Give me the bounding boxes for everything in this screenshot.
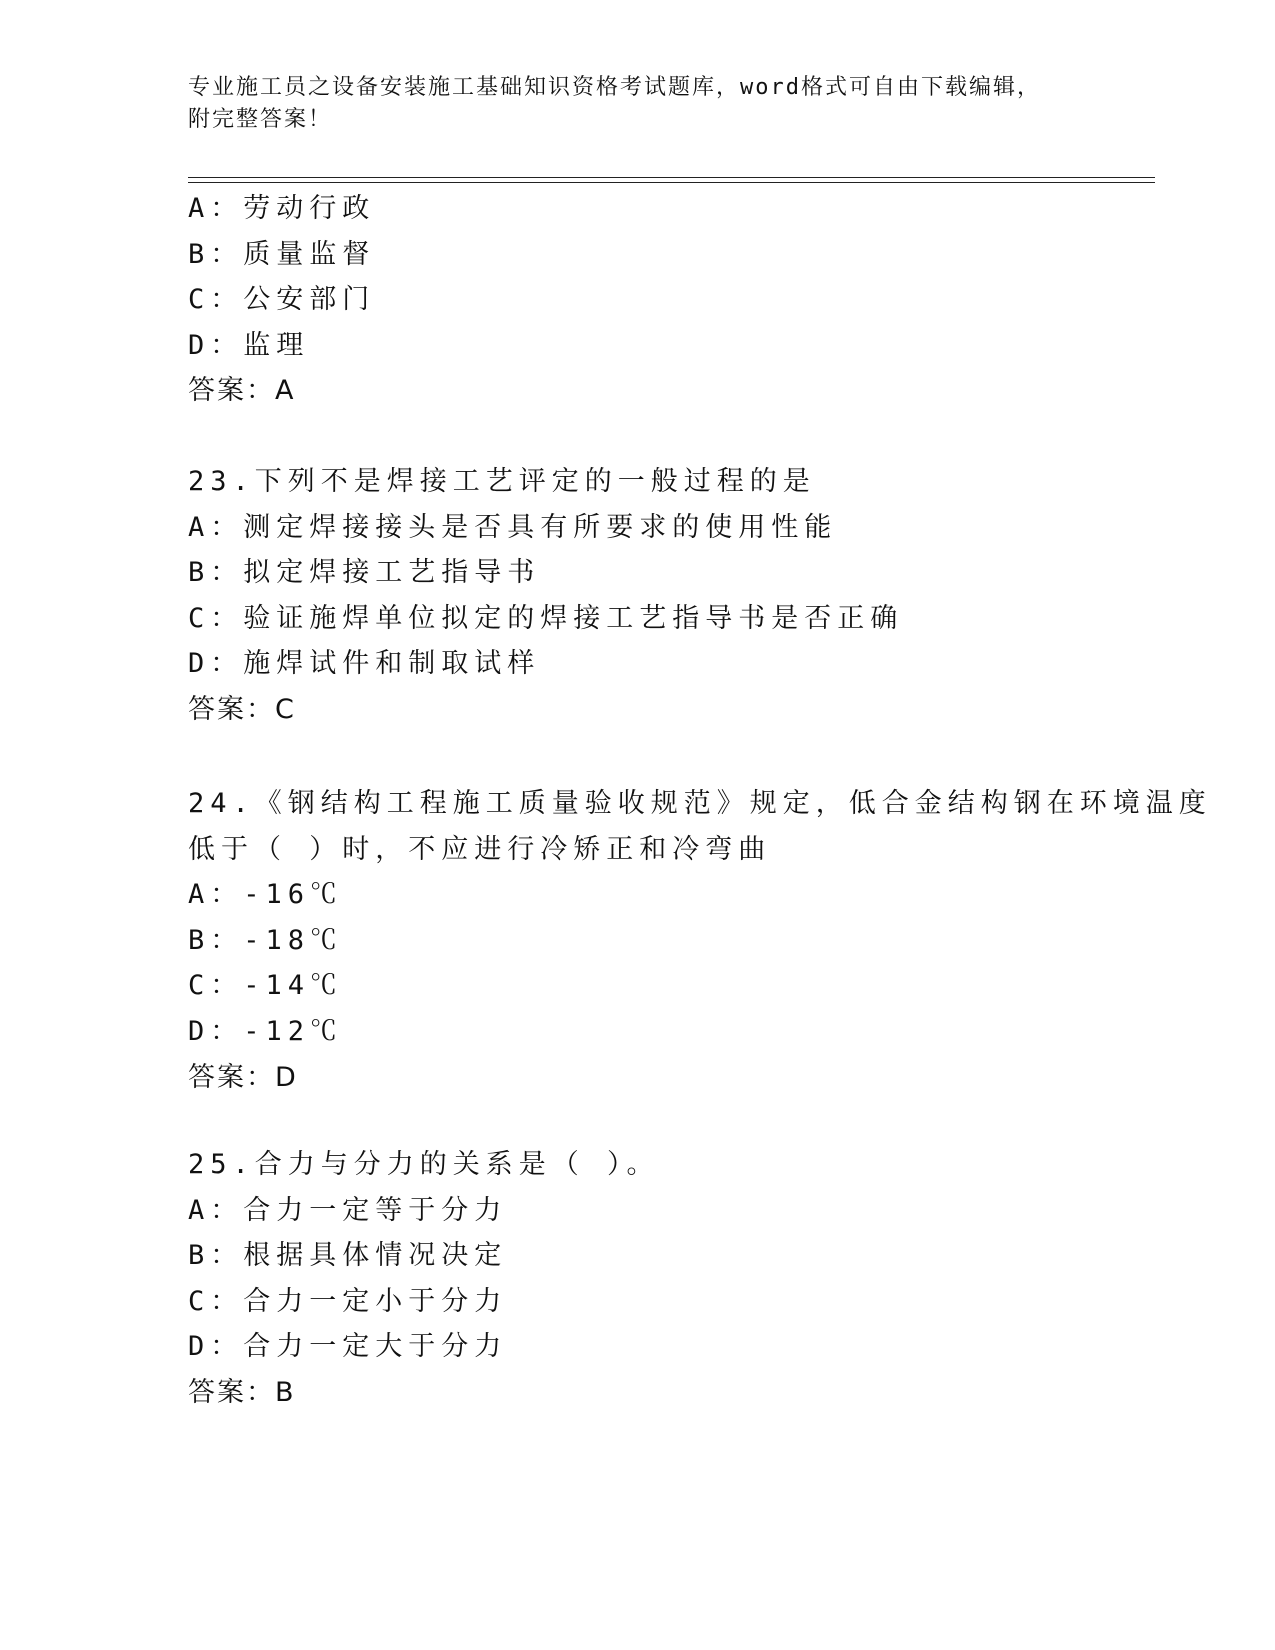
answer-line: 答案：B xyxy=(188,1376,296,1408)
option-b: B：根据具体情况决定 xyxy=(188,1240,508,1272)
option-a: A：测定焊接接头是否具有所要求的使用性能 xyxy=(188,511,838,543)
option-a: A：-16℃ xyxy=(188,879,344,911)
question-text: 23.下列不是焊接工艺评定的一般过程的是 xyxy=(188,466,816,497)
question-block-24 xyxy=(188,781,1212,1100)
question-block-23 xyxy=(188,459,1088,733)
option-d: D：-12℃ xyxy=(188,1015,344,1047)
option-b: B：-18℃ xyxy=(188,924,344,956)
document-header xyxy=(188,72,1088,136)
answer-line: 答案：C xyxy=(188,693,296,725)
option-d: D：合力一定大于分力 xyxy=(188,1331,508,1363)
option-b: B：拟定焊接工艺指导书 xyxy=(188,557,541,589)
answer-line: 答案：D xyxy=(188,1061,298,1093)
option-c: C：-14℃ xyxy=(188,970,344,1002)
option-c: C：公安部门 xyxy=(188,284,376,316)
question-text-line-2: 低于（ ）时，不应进行冷矫正和冷弯曲 xyxy=(188,833,772,865)
option-a: A：合力一定等于分力 xyxy=(188,1194,508,1226)
question-text-line-1: 24.《钢结构工程施工质量验收规范》规定，低合金结构钢在环境温度 xyxy=(188,788,1212,819)
header-line-1: 专业施工员之设备安装施工基础知识资格考试题库，word格式可自由下载编辑， xyxy=(188,75,1041,100)
header-divider-top xyxy=(188,177,1155,178)
option-d: D：施焊试件和制取试样 xyxy=(188,648,541,680)
option-b: B：质量监督 xyxy=(188,238,376,270)
answer-line: 答案：A xyxy=(188,375,296,407)
option-d: D：监理 xyxy=(188,329,310,361)
question-block-25 xyxy=(188,1142,1088,1416)
header-divider-bottom xyxy=(188,182,1155,183)
question-text: 25.合力与分力的关系是（ ）。 xyxy=(188,1149,660,1180)
question-block-22 xyxy=(188,186,1088,414)
option-c: C：验证施焊单位拟定的焊接工艺指导书是否正确 xyxy=(188,602,904,634)
option-c: C：合力一定小于分力 xyxy=(188,1285,508,1317)
header-line-2: 附完整答案！ xyxy=(188,107,333,132)
option-a: A：劳动行政 xyxy=(188,193,376,224)
